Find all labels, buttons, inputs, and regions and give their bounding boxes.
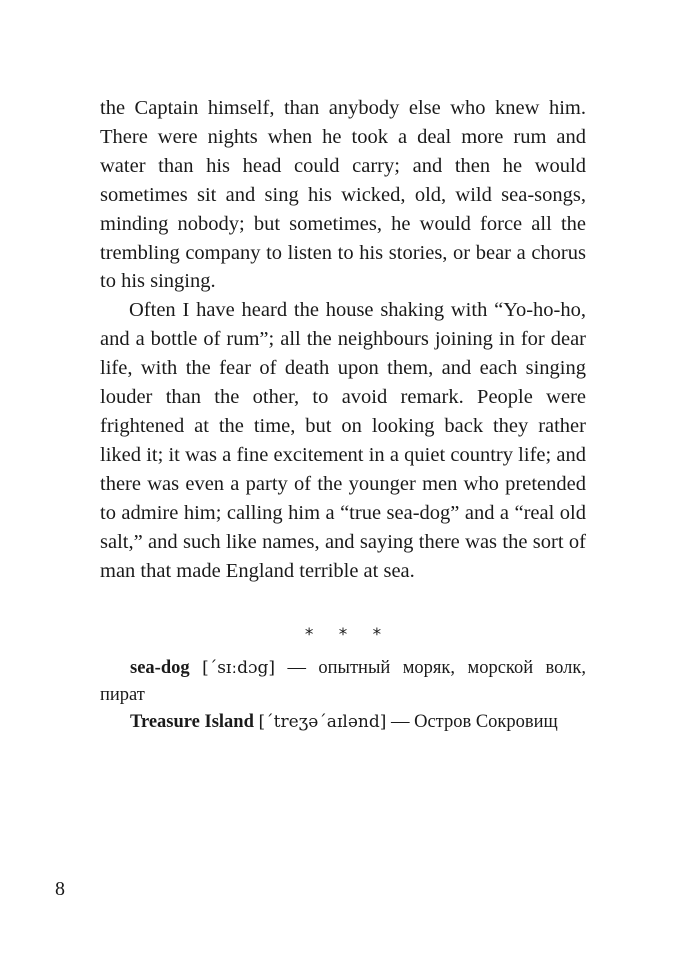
glossary-term: Treasure Island: [130, 712, 254, 733]
glossary-transcription: [´sɪːdɔg]: [202, 658, 276, 679]
glossary: [100, 655, 586, 736]
main-text: [100, 94, 586, 585]
section-separator: * * *: [304, 625, 392, 646]
glossary-term: sea-dog: [130, 658, 190, 679]
page-number: 8: [55, 878, 65, 900]
glossary-transcription: [´treʒə´aɪlənd]: [258, 712, 387, 733]
glossary-translation: — опытный моряк, морской волк, пират: [100, 658, 586, 706]
paragraph-1: the Captain himself, than anybody else who knew him. There were nights when he took a deal more rum and water than his head could carry; and then he would sometimes sit and sing his wicked, old, wild sea-songs, minding nobody; but sometimes, he would force all the trembling company to listen to his stories, or bear a chorus to his singing.: [100, 97, 586, 293]
paragraph-2: Often I have heard the house shaking with “Yo-ho-ho, and a bottle of rum”; all the neighbours joining in for dear life, with the fear of death upon them, and each singing louder than the other, to avoid remark. People were frightened at the time, but on looking back they rather liked it; it was a fine excitement in a quiet country life; and there was even a party of the younger men who pretended to admire him; calling him a “true sea-dog” and a “real old salt,” and such like names, and saying there was the sort of man that made England terrible at sea.: [100, 299, 586, 582]
page-content: [100, 94, 586, 736]
glossary-translation: — Остров Сокровищ: [390, 712, 558, 733]
glossary-entry-sea-dog: [100, 655, 586, 709]
glossary-entry-treasure-island: [100, 709, 586, 736]
